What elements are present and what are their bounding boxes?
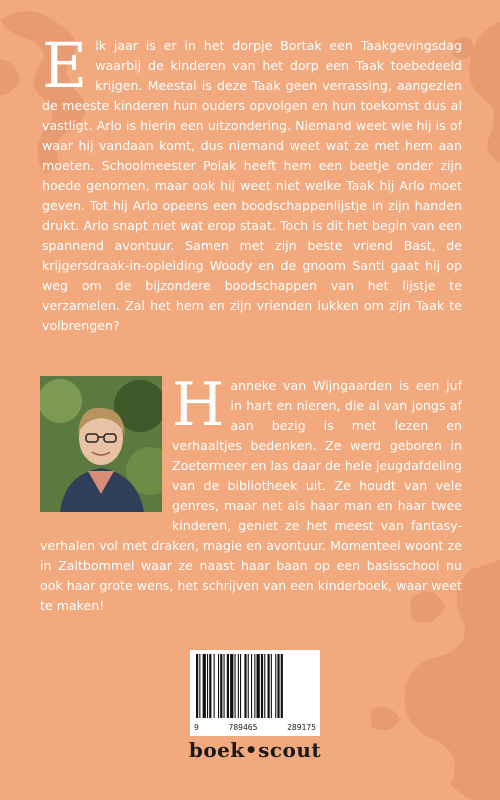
- publisher-logo: [188, 738, 322, 762]
- isbn-prefix: 9: [194, 723, 199, 732]
- isbn-number: [194, 723, 316, 732]
- isbn-barcode: [190, 650, 320, 736]
- barcode-bars-icon: [194, 654, 316, 718]
- photo-spacer: [40, 376, 162, 518]
- blurb-text: lk jaar is er in het dorpje Bortak een Taakgevingsdag waarbij de kinderen van het dorp een Taak toebedeeld krijgen. Meestal is deze Taak geen verrassing, aangezien de meeste kinderen hun ouders opvolgen en hun toekomst dus al vastligt. Arlo is hierin een uitzondering. Niemand weet wie hij is of waar hij vandaan komt, dus niemand weet wat ze met hem aan moeten. Schoolmeester Polak heeft hem een beetje onder zijn hoede genomen, maar ook hij weet niet welke Taak hij Arlo moet geven. Tot hij Arlo opeens een boodschappenlijstje in zijn handen drukt. Arlo snapt niet wat erop staat. Toch is dit het begin van een spannend avontuur. Samen met zijn beste vriend Bast, de krijgersdraak-in-opleiding Woody en de gnoom Santi gaat hij op weg om de bijzondere boodschappen van het lijstje te verzamelen. Zal het hem en zijn vrienden lukken om zijn Taak te volbrengen?: [42, 38, 462, 333]
- bio-text: anneke van Wijngaarden is een juf in hart en nieren, die al van jongs af aan bezig is met lezen en verhaaltjes bedenken. Ze werd geboren in Zoetermeer en las daar de hele jeugdafdeling van de bibliotheek uit. Ze houdt van vele genres, maar net als haar man en haar twee kinderen, geniet ze het meest van fantasy-verhalen vol met draken, magie en avontuur. Momenteel woont ze in Zaltbommel waar ze naast haar baan op een basisschool nu ook haar grote wens, het schrijven van een kinderboek, waar weet te maken!: [40, 378, 462, 613]
- author-bio: [40, 370, 462, 616]
- publisher-separator: •: [244, 738, 259, 762]
- publisher-name-part2: scout: [258, 738, 322, 762]
- blurb-dropcap: E: [42, 29, 88, 102]
- book-blurb: [42, 29, 462, 336]
- isbn-group-1: 789465: [228, 723, 258, 732]
- bio-dropcap: H: [172, 370, 225, 440]
- isbn-group-2: 289175: [287, 723, 316, 732]
- publisher-name-part1: boek: [188, 738, 245, 762]
